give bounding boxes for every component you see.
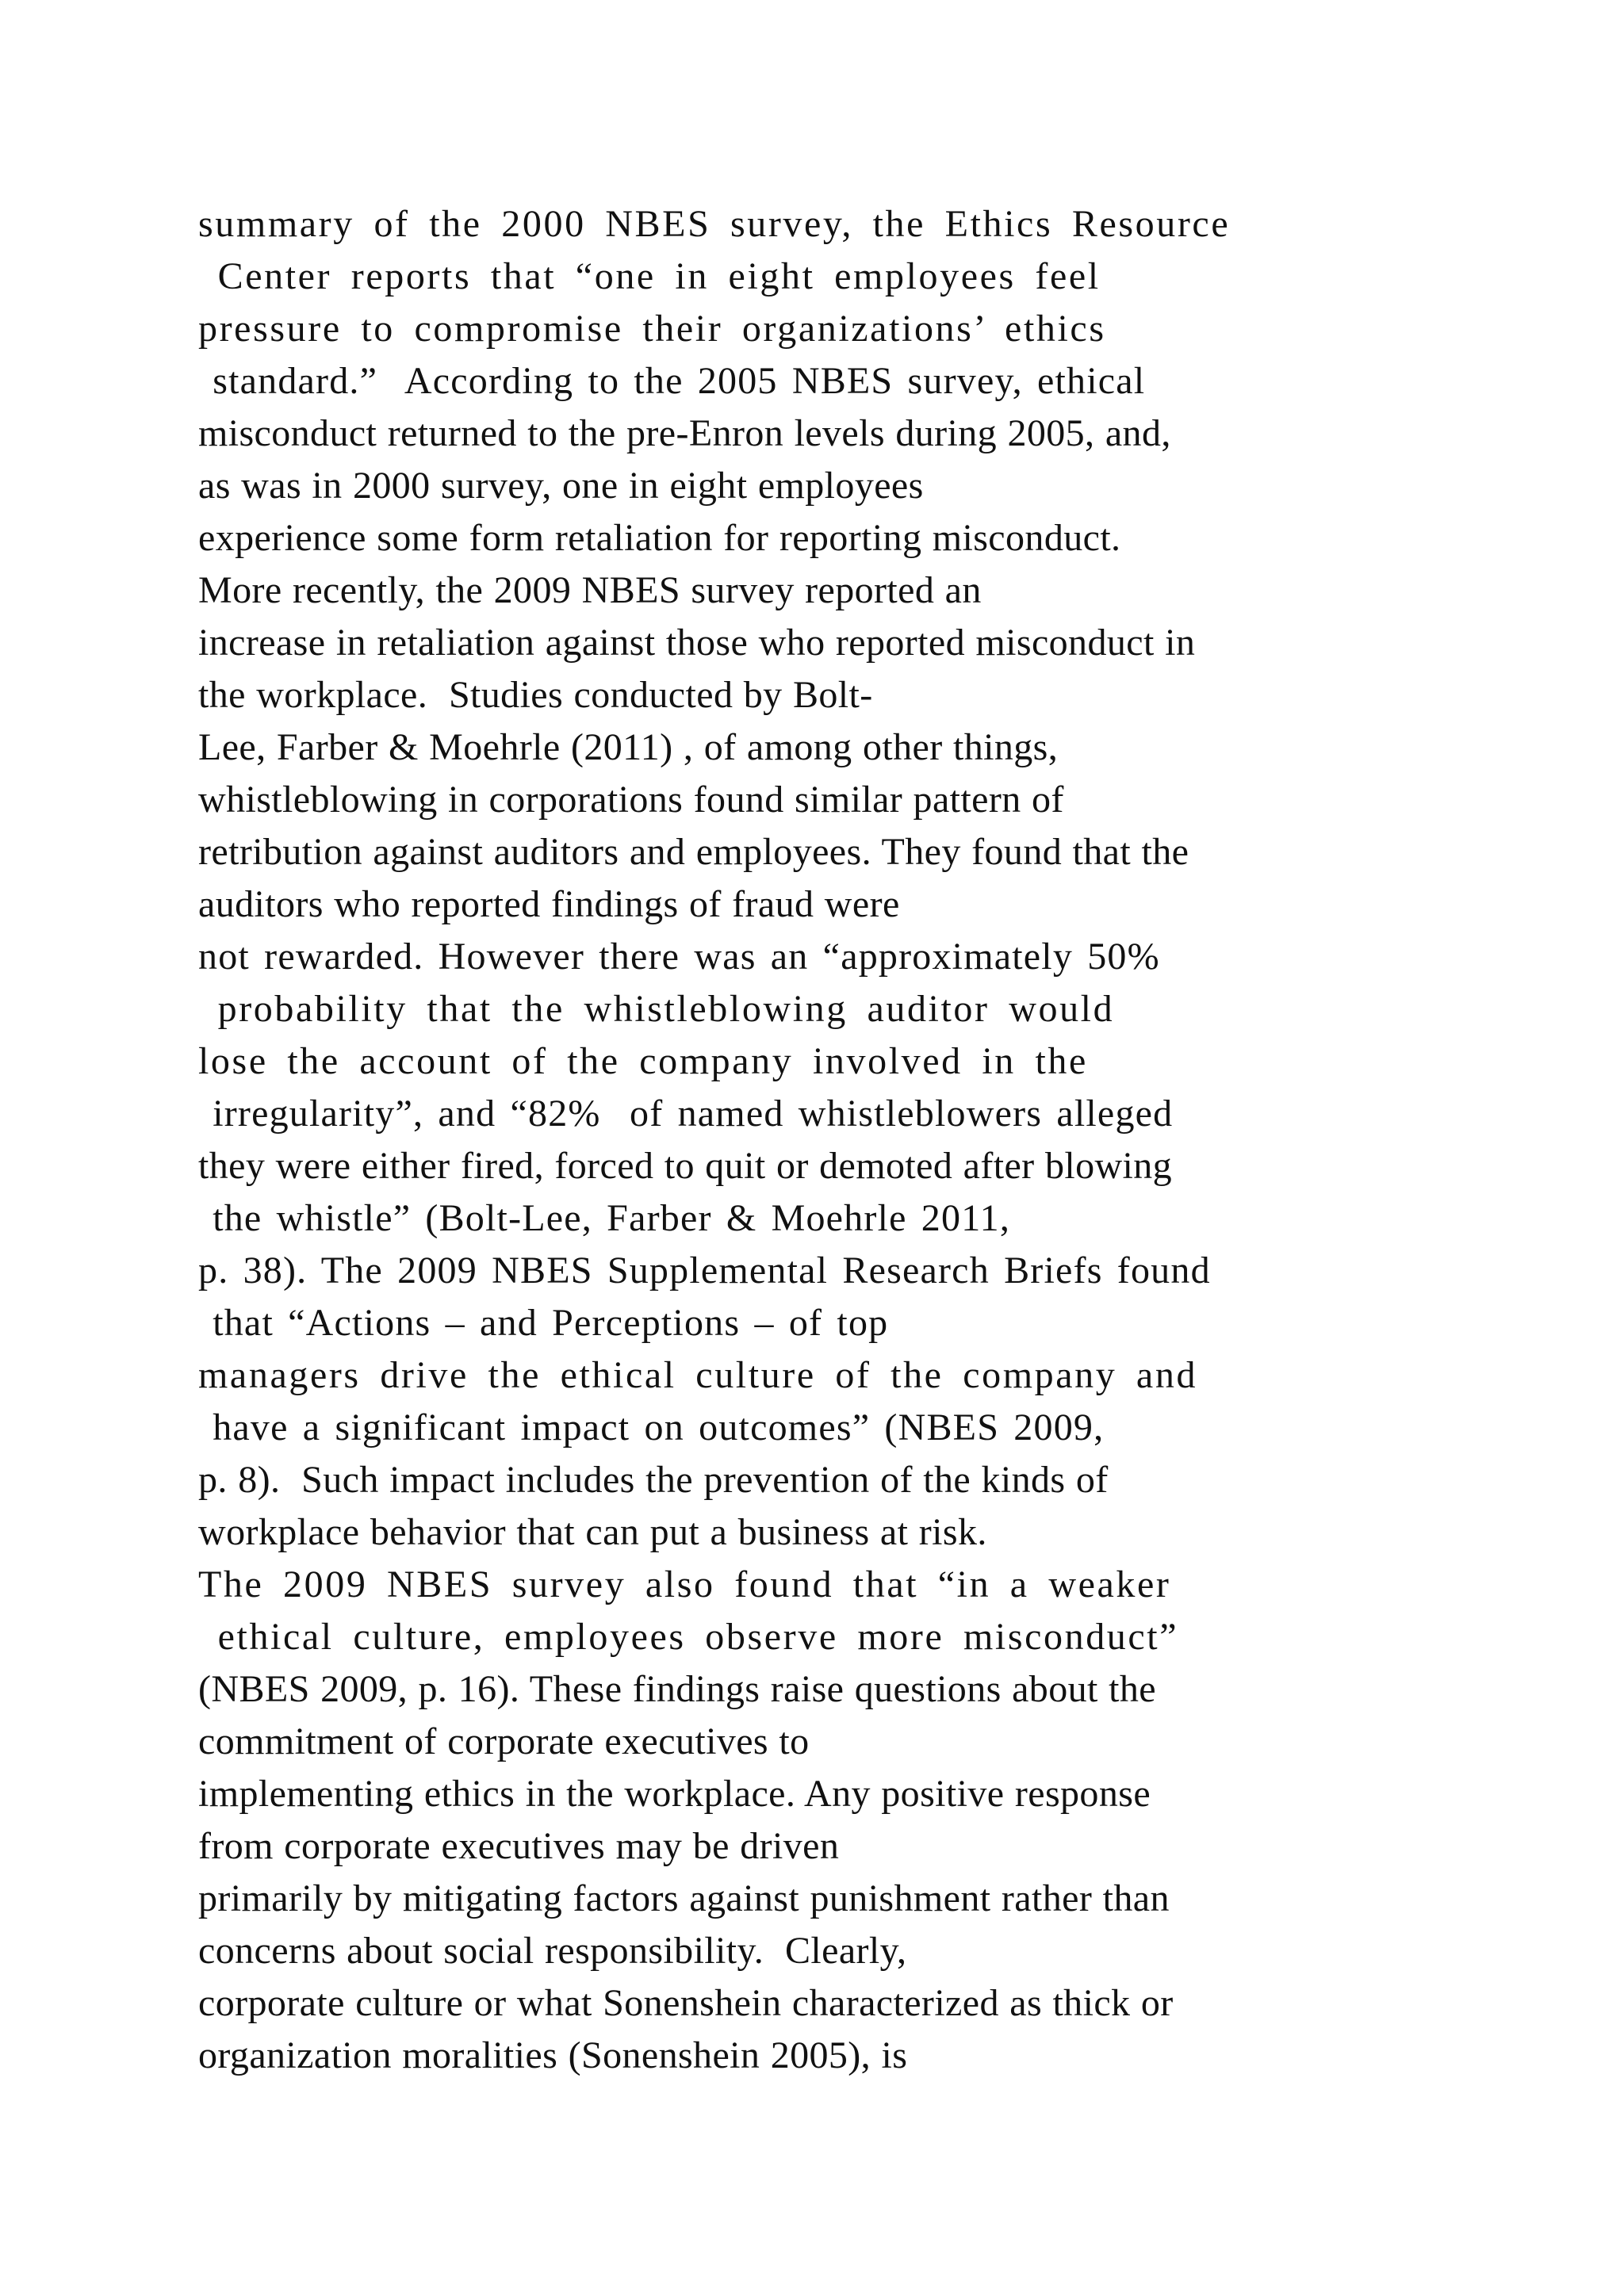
text-line: have a significant impact on outcomes” (NBES 2009,: [198, 1406, 1105, 1448]
text-line: More recently, the 2009 NBES survey reported an: [198, 569, 982, 611]
body-text: [198, 198, 1435, 2082]
text-line: standard.” According to the 2005 NBES survey, ethical: [198, 360, 1146, 402]
text-line: irregularity”, and “82% of named whistleblowers alleged: [198, 1093, 1174, 1135]
text-line: primarily by mitigating factors against punishment rather than: [198, 1877, 1170, 1919]
text-line: ethical culture, employees observe more misconduct”: [198, 1616, 1179, 1658]
text-line: lose the account of the company involved in the: [198, 1040, 1088, 1082]
text-line: (NBES 2009, p. 16). These findings raise questions about the: [198, 1668, 1156, 1710]
text-line: auditors who reported findings of fraud were: [198, 883, 900, 925]
text-line: the workplace. Studies conducted by Bolt-: [198, 674, 873, 716]
text-line: not rewarded. However there was an “approximately 50%: [198, 936, 1160, 978]
text-line: managers drive the ethical culture of the company and: [198, 1354, 1198, 1396]
text-line: as was in 2000 survey, one in eight employees: [198, 465, 924, 507]
text-line: they were either fired, forced to quit or demoted after blowing: [198, 1145, 1173, 1187]
text-line: misconduct returned to the pre-Enron levels during 2005, and,: [198, 412, 1171, 454]
text-line: whistleblowing in corporations found similar pattern of: [198, 779, 1064, 821]
text-line: from corporate executives may be driven: [198, 1825, 840, 1867]
text-line: commitment of corporate executives to: [198, 1720, 810, 1762]
text-line: concerns about social responsibility. Clearly,: [198, 1930, 907, 1972]
text-line: workplace behavior that can put a business at risk.: [198, 1511, 987, 1553]
text-line: p. 38). The 2009 NBES Supplemental Research Briefs found: [198, 1249, 1211, 1292]
text-line: experience some form retaliation for reporting misconduct.: [198, 517, 1121, 559]
text-line: that “Actions – and Perceptions – of top: [198, 1302, 889, 1344]
text-line: pressure to compromise their organizations’ ethics: [198, 308, 1106, 350]
text-line: p. 8). Such impact includes the prevention of the kinds of: [198, 1459, 1109, 1501]
text-line: summary of the 2000 NBES survey, the Ethics Resource: [198, 203, 1231, 245]
text-line: the whistle” (Bolt-Lee, Farber & Moehrle 2011,: [198, 1197, 1011, 1239]
text-line: organization moralities (Sonenshein 2005), is: [198, 2034, 908, 2076]
text-line: implementing ethics in the workplace. Any positive response: [198, 1773, 1151, 1815]
text-line: Center reports that “one in eight employees feel: [198, 255, 1101, 297]
text-line: probability that the whistleblowing auditor would: [198, 988, 1115, 1030]
text-line: The 2009 NBES survey also found that “in a weaker: [198, 1563, 1171, 1605]
text-line: Lee, Farber & Moehrle (2011) , of among other things,: [198, 726, 1059, 768]
text-line: corporate culture or what Sonenshein characterized as thick or: [198, 1982, 1174, 2024]
text-line: retribution against auditors and employees. They found that the: [198, 831, 1189, 873]
text-line: increase in retaliation against those who reported misconduct in: [198, 622, 1196, 664]
